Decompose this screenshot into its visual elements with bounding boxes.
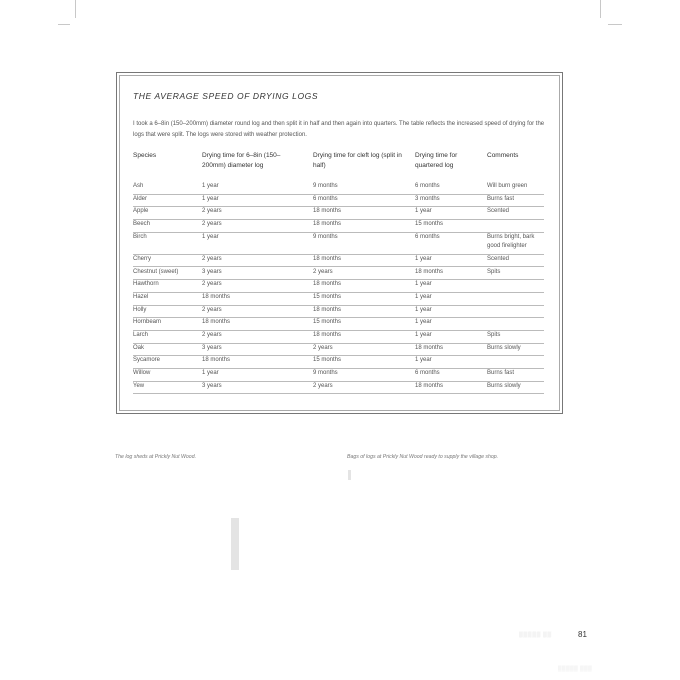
cell-quartered: 1 year	[415, 255, 432, 262]
crop-mark	[608, 24, 622, 25]
cell-quartered: 18 months	[415, 382, 444, 389]
table-row	[133, 233, 544, 255]
cell-quartered: 1 year	[415, 357, 432, 364]
cell-round: 1 year	[202, 195, 219, 202]
cell-round: 3 years	[202, 382, 222, 389]
cell-species: Chestnut (sweet)	[133, 268, 179, 275]
table-row	[133, 280, 544, 293]
cell-cleft: 18 months	[313, 221, 342, 228]
cell-cleft: 18 months	[313, 332, 342, 338]
cell-quartered: 1 year	[415, 281, 432, 288]
table-intro: I took a 6–8in (150–200mm) diameter round log and then split it in half and then again into quarters. The table reflects the increased speed of drying for the logs that were split. The logs were stored with weather protection.	[133, 121, 545, 138]
cell-quartered: 6 months	[415, 233, 440, 240]
cell-species: Holly	[133, 306, 147, 313]
cell-species: Oak	[133, 344, 145, 351]
cell-round: 3 years	[202, 268, 222, 275]
cell-round: 2 years	[202, 306, 222, 313]
cell-quartered: 18 months	[415, 268, 444, 275]
cell-cleft: 2 years	[313, 382, 333, 389]
cell-comments: Burns slowly	[487, 344, 521, 351]
caption-right: Bags of logs at Prickly Nut Wood ready to supply the village shop.	[347, 454, 499, 460]
faded-photo-left	[231, 518, 239, 570]
cell-round: 3 years	[202, 344, 222, 351]
table-row	[133, 195, 544, 208]
cell-species: Hazel	[133, 293, 149, 300]
cell-comments: Will burn green	[487, 183, 528, 189]
header-quartered-log: Drying time for quartered log	[415, 152, 458, 169]
cell-cleft: 2 years	[313, 344, 333, 351]
cell-species: Hornbeam	[133, 319, 162, 326]
cell-cleft: 15 months	[313, 357, 342, 364]
table-row	[133, 344, 544, 357]
cell-round: 18 months	[202, 357, 231, 364]
cell-cleft: 18 months	[313, 255, 342, 262]
cell-round: 2 years	[202, 281, 222, 288]
header-species: Species	[133, 152, 157, 159]
cell-round: 2 years	[202, 332, 222, 338]
cell-comments: Spits	[487, 268, 501, 275]
cell-species: Cherry	[133, 255, 152, 262]
crop-mark	[600, 0, 601, 18]
footer-ghost-text: ▒▒▒▒▒ ▒▒▒	[558, 666, 593, 672]
cell-comments: Scented	[487, 208, 510, 215]
table-row	[133, 207, 544, 220]
header-round-log: Drying time for 6–8in (150–200mm) diameter log	[202, 152, 281, 169]
faded-photo-right	[348, 470, 351, 480]
cell-quartered: 18 months	[415, 344, 444, 351]
cell-round: 18 months	[202, 319, 231, 326]
cell-comments: Scented	[487, 255, 510, 262]
crop-mark	[75, 0, 76, 18]
cell-species: Beech	[133, 221, 151, 228]
page-number: 81	[578, 630, 587, 639]
cell-cleft: 18 months	[313, 281, 342, 288]
cell-round: 1 year	[202, 370, 219, 377]
cell-cleft: 9 months	[313, 370, 338, 377]
cell-species: Ash	[133, 183, 144, 189]
header-comments: Comments	[487, 152, 519, 159]
table-title: THE AVERAGE SPEED OF DRYING LOGS	[133, 91, 319, 101]
table-row	[133, 382, 544, 395]
cell-cleft: 2 years	[313, 268, 333, 275]
cell-round: 1 year	[202, 183, 219, 189]
table-row	[133, 356, 544, 369]
crop-mark	[58, 24, 70, 25]
cell-round: 2 years	[202, 255, 222, 262]
folio-ghost-text: ▒▒▒▒▒ ▒▒	[519, 632, 552, 638]
table-row	[133, 318, 544, 331]
cell-quartered: 1 year	[415, 208, 432, 215]
cell-cleft: 6 months	[313, 195, 338, 202]
cell-comments: Burns slowly	[487, 382, 521, 389]
cell-cleft: 15 months	[313, 319, 342, 326]
cell-round: 18 months	[202, 293, 231, 300]
cell-quartered: 1 year	[415, 332, 432, 338]
caption-left: The log sheds at Prickly Nut Wood.	[115, 454, 197, 460]
table-row	[133, 369, 544, 382]
cell-species: Sycamore	[133, 357, 161, 364]
cell-species: Willow	[133, 370, 151, 377]
table-row	[133, 331, 544, 344]
table-row	[133, 293, 544, 306]
table-row	[133, 182, 544, 195]
cell-cleft: 9 months	[313, 183, 338, 189]
cell-cleft: 18 months	[313, 208, 342, 215]
cell-round: 2 years	[202, 221, 222, 228]
cell-species: Birch	[133, 233, 147, 240]
cell-cleft: 18 months	[313, 306, 342, 313]
table-row	[133, 220, 544, 233]
table-row	[133, 306, 544, 319]
cell-comments: Burns bright, bark good firelighter	[487, 233, 535, 249]
table-row	[133, 268, 544, 281]
cell-round: 2 years	[202, 208, 222, 215]
cell-cleft: 9 months	[313, 233, 338, 240]
cell-round: 1 year	[202, 233, 219, 240]
cell-quartered: 6 months	[415, 370, 440, 377]
cell-quartered: 15 months	[415, 221, 444, 228]
table-row	[133, 255, 544, 268]
cell-cleft: 15 months	[313, 293, 342, 300]
cell-quartered: 1 year	[415, 306, 432, 313]
cell-comments: Spits	[487, 332, 501, 338]
cell-comments: Burns fast	[487, 370, 515, 377]
cell-species: Hawthorn	[133, 281, 159, 288]
cell-quartered: 1 year	[415, 319, 432, 326]
cell-species: Apple	[133, 208, 149, 215]
cell-comments: Burns fast	[487, 195, 515, 202]
cell-quartered: 6 months	[415, 183, 440, 189]
cell-species: Alder	[133, 195, 148, 202]
cell-species: Larch	[133, 332, 149, 338]
cell-quartered: 1 year	[415, 293, 432, 300]
header-cleft-log: Drying time for cleft log (split in half)	[313, 152, 402, 169]
cell-quartered: 3 months	[415, 195, 440, 202]
cell-species: Yew	[133, 382, 145, 389]
